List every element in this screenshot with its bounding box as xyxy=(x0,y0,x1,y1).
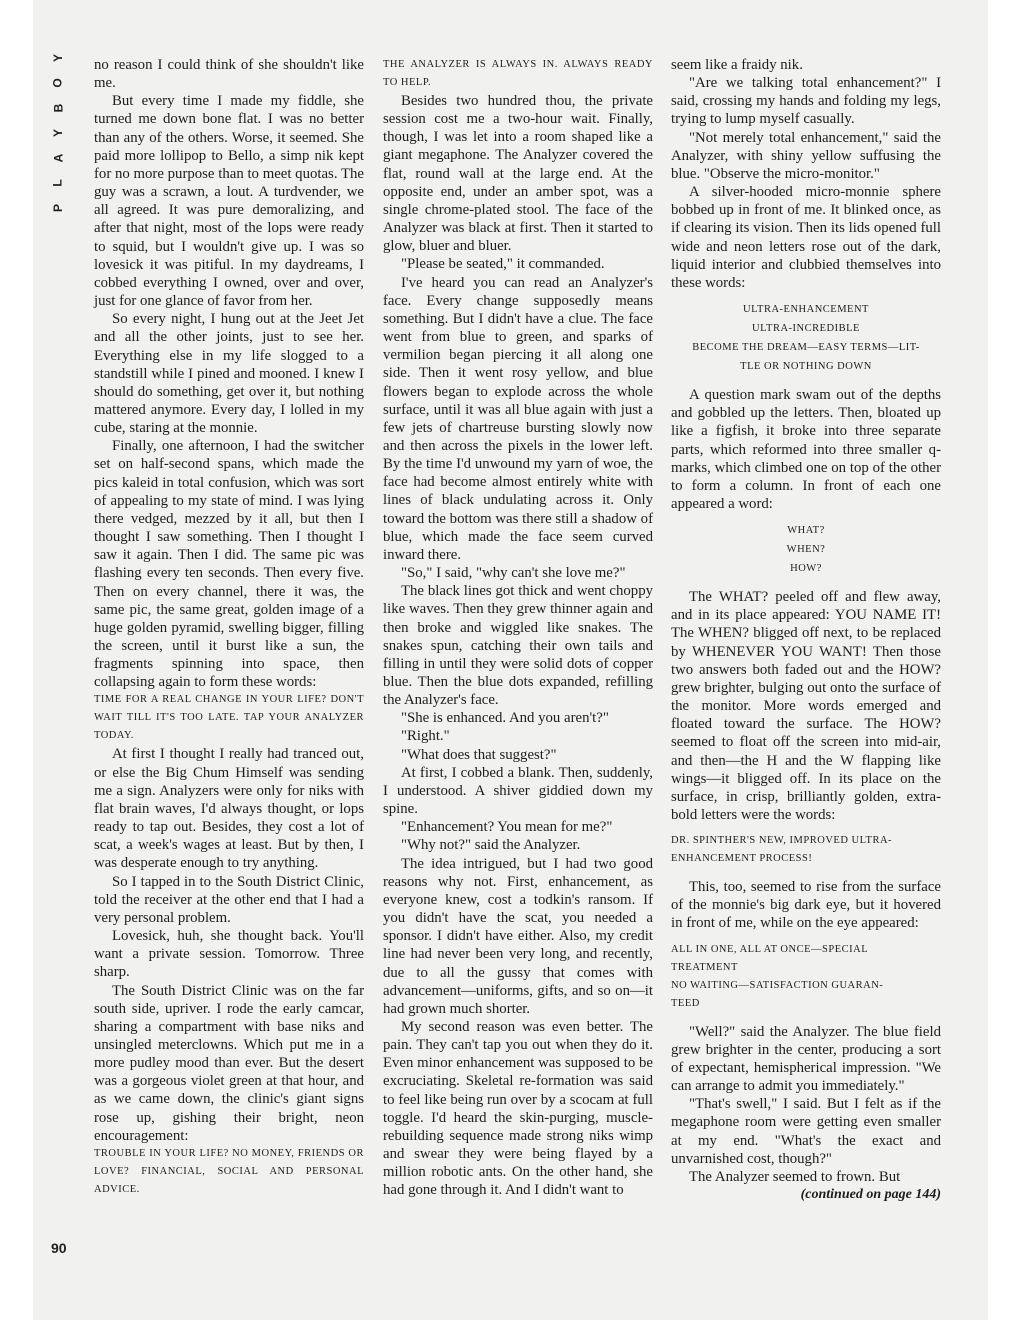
paragraph: "Not merely total enhancement," said the Analyzer, with shiny yellow suffusing the blue. "Observe the micro-monitor." xyxy=(671,129,941,182)
column-1 xyxy=(94,56,364,1199)
paragraph: "Well?" said the Analyzer. The blue field grew brighter in the center, producing a sort of expectant, hemispherical impression. "We can arrange to admit you immediately." xyxy=(671,1023,941,1095)
question-line: WHEN? xyxy=(786,544,826,556)
paragraph: A silver-hooded micro-monnie sphere bobbed up in front of me. It blinked once, as if clearing its vision. Then its lids opened full wide and neon letters rose out of the dark, liquid interior and clubbied themselves into these words: xyxy=(671,184,941,291)
continued-note: (continued on page 144) xyxy=(800,1187,941,1203)
monitor-line: ULTRA-INCREDIBLE xyxy=(752,323,860,335)
paragraph: At first I thought I really had tranced out, or else the Big Chum Himself was sending me a sign. Analyzers were only for niks with flat brain waves, I'd always thought, or lops ready to tap out. Besides, they cost a lot of scat, a week's wages at least. But by then, I was desperate enough to try anything. xyxy=(94,746,364,872)
paragraph: "Why not?" said the Analyzer. xyxy=(401,837,581,854)
question-block xyxy=(671,521,941,578)
page-number: 90 xyxy=(51,1240,67,1256)
process-line: DR. SPINTHER'S NEW, IMPROVED ULTRA- xyxy=(671,835,893,847)
running-head xyxy=(50,52,66,214)
ad-message: THE ANALYZER IS ALWAYS IN. ALWAYS READY TO HELP. xyxy=(383,59,653,88)
paragraph: So I tapped in to the South District Clinic, told the receiver at the other end that I had a very personal problem. xyxy=(94,873,364,926)
running-head-letter: Y xyxy=(50,128,65,138)
paragraph: "Are we talking total enhancement?" I said, crossing my hands and folding my legs, trying to lump myself casually. xyxy=(671,75,941,128)
running-head-letter: Y xyxy=(50,53,65,63)
question-line: WHAT? xyxy=(787,525,825,537)
paragraph: "Right." xyxy=(401,728,450,745)
process-title-block xyxy=(671,832,941,868)
paragraph: The South District Clinic was on the far south side, upriver. I rode the early camcar, sharing a compartment with base niks and unsingled meterclowns. Which put me in a more pudley mood than ever. But the desert was a gorgeous violet green at that hour, and as we came down, the clinic's giant signs rose up, gishing their bright, neon encouragement: xyxy=(94,982,364,1144)
paragraph: "That's swell," I said. But I felt as if the megaphone room were getting even smaller at my end. "What's the exact and unvarnished cost, though?" xyxy=(671,1096,941,1167)
column-2 xyxy=(383,56,653,1200)
treatment-line: TREATMENT xyxy=(671,961,738,973)
paragraph: The WHAT? peeled off and flew away, and in its place appeared: YOU NAME IT! The WHEN? bligged off next, to be replaced by WHENEVER YOU WANT! Then those two answers both faded out and the HOW? grew brighter, bulging out onto the surface of the monitor. More words emerged and floated toward the surface. The HOW? seemed to float off the screen into mid-air, and then—the H and the W flapping like wings—it bligged off. In its place on the surface, in crisp, brilliantly golden, extra-bold letters were the words: xyxy=(671,589,941,823)
monitor-line: TLE OR NOTHING DOWN xyxy=(740,361,872,373)
paragraph: "What does that suggest?" xyxy=(401,746,557,763)
paragraph: "So," I said, "why can't she love me?" xyxy=(401,565,626,582)
question-line: HOW? xyxy=(790,563,822,575)
paragraph: I've heard you can read an Analyzer's face. Every change supposedly means something. But I didn't have a clue. The face went from blue to green, and sparks of vermilion began piercing it all along one side. Then it went rosy yellow, and blue flowers began to explode across the whole surface, until it was all blue again with just a few jets of chartreuse bursting slowly now and then across the pixels in the lower left. By the time I'd unwound my yarn of woe, the face had become almost entirely white with lines of black undulating across it. Only toward the bottom was there still a shadow of blue, which made the face seem curved inward there. xyxy=(383,274,653,563)
paragraph: Besides two hundred thou, the private session cost me a two-hour wait. Finally, though, I was let into a room shaped like a giant megaphone. The Analyzer covered the flat, round wall at the large end. At the opposite end, under an amber spot, was a single chrome-plated stool. The face of the Analyzer was black at first. Then it started to glow, bluer and bluer. xyxy=(383,93,653,255)
ad-message: TROUBLE IN YOUR LIFE? NO MONEY, FRIENDS OR LOVE? FINANCIAL, SOCIAL AND PERSONAL ADVICE. xyxy=(94,1147,364,1195)
paragraph: no reason I could think of she shouldn't like me. xyxy=(94,57,364,92)
paragraph: "She is enhanced. And you aren't?" xyxy=(401,710,609,727)
ad-message: TIME FOR A REAL CHANGE IN YOUR LIFE? DON'T WAIT TILL IT'S TOO LATE. TAP YOUR ANALYZER TODAY. xyxy=(94,694,364,742)
paragraph: "Please be seated," it commanded. xyxy=(401,256,605,273)
process-line: ENHANCEMENT PROCESS! xyxy=(671,853,813,865)
running-head-letter: L xyxy=(51,179,65,187)
treatment-line: TEED xyxy=(671,997,700,1009)
paragraph: My second reason was even better. The pain. They can't tap you out when they do it. Even minor enhancement was supposed to be excruciating. Skeletal re-formation was said to feel like being run over by a scocam at full toggle. I'd heard the skin-purging, muscle-rebuilding sequence made strong niks wimp and swear they were being flayed by a million robotic ants. On the other hand, she had gone through it. And I didn't want to xyxy=(383,1018,653,1199)
monitor-line: BECOME THE DREAM—EASY TERMS—LIT- xyxy=(692,342,920,354)
running-head-letter: O xyxy=(51,78,65,88)
paragraph: The black lines got thick and went choppy like waves. Then they grew thinner again and then broke and wiggled like snakes. The snakes spun, catching their own tails and filling in until they were solid dots of copper blue. Then the blue dots expanded, refilling the Analyzer's face. xyxy=(383,583,653,709)
paragraph: At first, I cobbed a blank. Then, suddenly, I understood. A shiver giddied down my spine. xyxy=(383,764,653,818)
paragraph: This, too, seemed to rise from the surface of the monnie's big dark eye, but it hovered in front of me, while on the eye appeared: xyxy=(671,879,941,932)
treatment-line: NO WAITING—SATISFACTION GUARAN- xyxy=(671,979,884,991)
running-head-letter: P xyxy=(50,203,65,213)
paragraph: A question mark swam out of the depths and gobbled up the letters. Then, bloated up like a figfish, it broke into three separate parts, which reformed into three smaller q-marks, which climbed one on top of the other to form a column. In front of each one appeared a word: xyxy=(671,387,941,512)
paragraph: Finally, one afternoon, I had the switcher set on half-second spans, which made the pics kaleid in total confusion, which was sort of appealing to my state of mind. I was lying there vedged, mezzed by it all, but then I thought I saw something. Then I thought I saw it again. Then I did. The same pic was flashing every ten seconds. Then every five. Then on every channel, there it was, the same pic, the same great, golden image of a huge golden pyramid, swelling bigger, filling the screen, until it burst like a sun, the fragments spinning into space, then collapsing again to form these words: xyxy=(94,438,364,691)
monitor-line: ULTRA-ENHANCEMENT xyxy=(743,304,869,316)
paragraph: seem like a fraidy nik. xyxy=(671,57,803,73)
running-head-letter: A xyxy=(50,153,65,163)
column-3 xyxy=(671,56,941,1204)
paragraph: But every time I made my fiddle, she turned me down bone flat. I was no better than any of the others. Worse, it seemed. She paid more lollipop to Bello, a simp nik kept for no more purpose than to meet quotas. The guy was a scrawn, a lout. A turdvender, we all agreed. It was pure demoralizing, and after that night, most of the lops were ready to squid, but I wouldn't give up. I was so lovesick it was pitiful. In my daydreams, I cobbed everything I owned, over and over, just for one glance of favor from her. xyxy=(94,93,364,310)
paragraph: The idea intrigued, but I had two good reasons why not. First, enhancement, as everyone knew, cost a todkin's ransom. If you didn't have the scat, you needed a sponsor. I didn't have either. Also, my credit line had never been very long, and recently, due to all the gussy that comes with advancement—uniforms, gifts, and so on—it had grown much shorter. xyxy=(383,855,653,1017)
paragraph: So every night, I hung out at the Jeet Jet and all the other joints, just to see her. Everything else in my life slogged to a standstill while I pined and mooned. I knew I should do something, get over it, but nothing mattered anymore. Every day, I lolled in my cube, staring at the monnie. xyxy=(94,311,364,437)
monitor-message-block xyxy=(671,300,941,376)
treatment-line: ALL IN ONE, ALL AT ONCE—SPECIAL xyxy=(671,943,869,955)
paragraph: The Analyzer seemed to frown. But xyxy=(689,1168,901,1185)
treatment-block xyxy=(671,941,941,1013)
paragraph: Lovesick, huh, she thought back. You'll want a private session. Tomorrow. Three sharp. xyxy=(94,928,364,981)
paragraph: "Enhancement? You mean for me?" xyxy=(401,819,613,836)
running-head-letter: B xyxy=(50,103,65,113)
